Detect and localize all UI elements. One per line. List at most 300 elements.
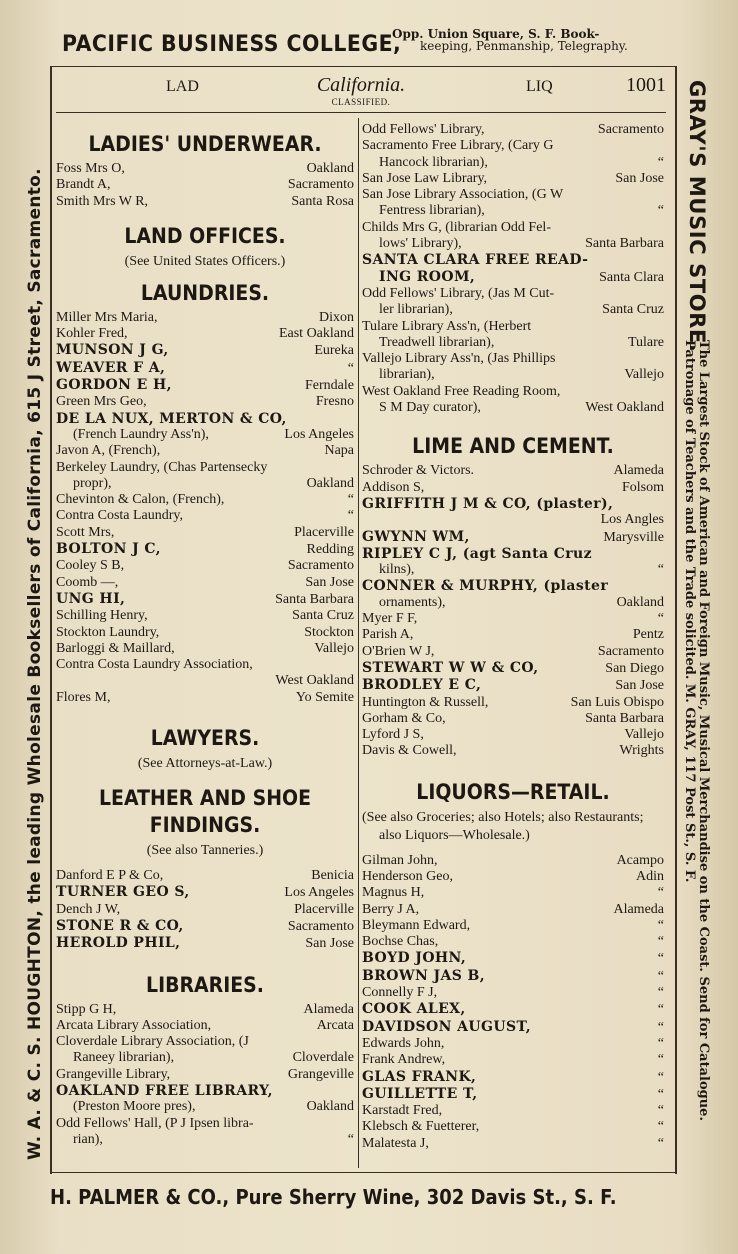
- listing-name: COOK ALEX,: [362, 1001, 466, 1018]
- listing-row: [362, 351, 664, 367]
- listing-row: [362, 286, 664, 302]
- top-ad-line1: Opp. Union Square, S. F. Book-: [392, 27, 600, 41]
- listing-name: Schroder & Victors.: [362, 463, 475, 479]
- listing-row: [362, 302, 664, 318]
- listing-name: Karstadt Fred,: [362, 1103, 443, 1119]
- top-advertisement: [62, 24, 682, 64]
- page-header: [56, 74, 666, 110]
- listing-name: ler librarian),: [379, 302, 453, 318]
- listing-name: Javon A, (French),: [56, 443, 161, 459]
- listing-place: Napa: [324, 443, 354, 459]
- listing-place: Sacramento: [597, 122, 664, 137]
- listing-place: Pentz: [632, 627, 664, 643]
- listing-row: [362, 595, 664, 611]
- listing-place: Vallejo: [624, 367, 664, 383]
- listing-group: [362, 463, 664, 759]
- listing-row: [56, 608, 354, 624]
- right-column: [362, 122, 664, 1152]
- listing-row: [56, 326, 354, 342]
- listing-place: San Jose: [615, 678, 664, 694]
- listing-row: [362, 578, 664, 594]
- listing-row: [56, 492, 354, 508]
- listing-row: [56, 1050, 354, 1066]
- left-border-line: [50, 66, 52, 1174]
- header-title: California.: [316, 74, 406, 96]
- listing-name: Berry J A,: [362, 901, 420, 917]
- listing-row: [362, 155, 664, 171]
- listing-place: “: [657, 1119, 664, 1135]
- listing-group: [362, 122, 664, 416]
- listing-name: Scott Mrs,: [56, 524, 115, 540]
- listing-name: Vallejo Library Ass'n, (Jas Phillips: [362, 351, 556, 367]
- listing-row: [56, 476, 354, 492]
- listing-row: [56, 902, 354, 918]
- listing-row: [362, 644, 664, 660]
- listing-row: [362, 463, 664, 479]
- listing-name: Grangeville Library,: [56, 1066, 171, 1082]
- listing-place: Los Angles: [600, 512, 664, 528]
- left-column: [56, 122, 354, 1148]
- listing-row: [362, 611, 664, 627]
- listing-row: [56, 657, 354, 673]
- right-side-ad-title: GRAY'S MUSIC STORE.: [685, 80, 709, 353]
- listing-row: [362, 496, 664, 512]
- listing-row: [362, 968, 664, 985]
- listing-place: Oakland: [306, 161, 354, 176]
- listing-row: [56, 918, 354, 935]
- listing-row: [56, 460, 354, 476]
- listing-row: [56, 935, 354, 952]
- listing-row: [362, 269, 664, 286]
- listing-row: [362, 853, 664, 869]
- listing-group: [56, 161, 354, 210]
- listing-name: Dench J W,: [56, 901, 121, 917]
- listing-row: [362, 529, 664, 546]
- section-heading: LAWYERS.: [150, 726, 260, 751]
- listing-place: “: [657, 1103, 664, 1119]
- listing-name: Fentress librarian),: [379, 203, 485, 219]
- listing-name: Lyford J S,: [362, 727, 424, 743]
- listing-name: Stockton Laundry,: [56, 624, 160, 640]
- listing-name: Myer F F,: [362, 611, 418, 627]
- top-ad-main: PACIFIC BUSINESS COLLEGE,: [62, 31, 402, 57]
- listing-place: “: [657, 934, 664, 950]
- listing-name: Magnus H,: [362, 885, 425, 901]
- listing-place: Oakland: [616, 594, 664, 610]
- listing-row: [362, 1119, 664, 1135]
- listing-name: Raneey librarian),: [73, 1050, 175, 1066]
- top-ad-detail: [392, 28, 628, 52]
- listing-name: Bleymann Edward,: [362, 917, 471, 933]
- right-border-line: [675, 66, 677, 1174]
- listing-row: [56, 673, 354, 689]
- listing-row: [56, 525, 354, 541]
- listing-name: propr),: [73, 475, 112, 491]
- listing-group: [362, 853, 664, 1152]
- listing-row: [362, 138, 664, 154]
- listing-name: BOYD JOHN,: [362, 950, 467, 967]
- listing-place: Marysville: [603, 529, 664, 545]
- listing-name: Barloggi & Maillard,: [56, 640, 175, 656]
- listing-name: Gorham & Co,: [362, 710, 446, 726]
- listing-place: Fresno: [315, 394, 354, 410]
- listing-row: [362, 743, 664, 759]
- listing-place: Los Angeles: [284, 885, 354, 901]
- listing-row: [362, 1086, 664, 1103]
- listing-row: [56, 342, 354, 359]
- listing-place: Stockton: [304, 624, 354, 640]
- listing-name: Foss Mrs O,: [56, 161, 125, 176]
- listing-name: kilns),: [379, 562, 415, 578]
- listing-row: [362, 546, 664, 562]
- section-note: (See also Tanneries.): [146, 843, 264, 859]
- listing-row: [362, 1052, 664, 1068]
- listing-place: Santa Barbara: [585, 710, 664, 726]
- listing-row: [362, 187, 664, 203]
- listing-row: [362, 236, 664, 252]
- listing-place: Santa Barbara: [585, 236, 664, 252]
- listing-place: Cloverdale: [292, 1050, 354, 1066]
- listing-name: Hancock librarian),: [379, 154, 488, 170]
- listing-name: SANTA CLARA FREE READ-: [362, 252, 589, 269]
- listing-name: Davis & Cowell,: [362, 743, 457, 759]
- listing-row: [56, 690, 354, 706]
- left-side-advertisement: W. A. & C. S. HOUGHTON, the leading Wholesale Booksellers of California, 615 J Street, Sacramento.: [25, 168, 45, 1160]
- listing-name: DAVIDSON AUGUST,: [362, 1018, 532, 1035]
- listing-row: [362, 677, 664, 694]
- listing-place: San Luis Obispo: [570, 694, 664, 710]
- column-divider: [358, 118, 359, 1168]
- section-heading: LAND OFFICES.: [124, 223, 286, 248]
- listing-row: [362, 711, 664, 727]
- listing-place: Tulare: [627, 334, 664, 350]
- listing-name: Cooley S B,: [56, 558, 125, 574]
- listing-place: Santa Clara: [599, 269, 664, 285]
- listing-row: [362, 480, 664, 496]
- listing-row: [362, 869, 664, 885]
- listing-place: East Oakland: [278, 326, 354, 342]
- listing-place: “: [657, 917, 664, 933]
- listing-place: Folsom: [621, 479, 664, 495]
- listing-name: Chevinton & Calon, (French),: [56, 492, 225, 508]
- listing-place: Sacramento: [597, 643, 664, 659]
- listing-name: RIPLEY C J, (agt Santa Cruz: [362, 545, 592, 562]
- listing-place: Placerville: [294, 524, 354, 540]
- listing-row: [362, 171, 664, 187]
- section-heading: LIQUORS—RETAIL.: [416, 779, 610, 804]
- listing-row: [362, 367, 664, 383]
- listing-name: GUILLETTE T,: [362, 1085, 478, 1102]
- listing-place: Alameda: [613, 463, 664, 479]
- listing-row: [56, 443, 354, 459]
- listing-row: [56, 1034, 354, 1050]
- listing-name: Schilling Henry,: [56, 608, 148, 624]
- listing-name: Odd Fellows' Library,: [362, 122, 485, 137]
- listing-row: [362, 1036, 664, 1052]
- listing-name: UNG HI,: [56, 590, 126, 607]
- listing-row: [362, 918, 664, 934]
- listing-name: San Jose Library Association, (G W: [362, 187, 564, 203]
- listing-name: S M Day curator),: [379, 400, 481, 416]
- listing-name: Odd Fellows' Library, (Jas M Cut-: [362, 285, 555, 301]
- listing-row: [56, 194, 354, 210]
- listing-name: WEAVER F A,: [56, 359, 166, 376]
- listing-row: [362, 252, 664, 268]
- listing-name: STONE R & CO,: [56, 917, 184, 934]
- listing-place: “: [657, 562, 664, 578]
- section-heading: LADIES' UNDERWEAR.: [88, 132, 322, 156]
- listing-name: Addison S,: [362, 479, 425, 495]
- listing-name: GWYNN WM,: [362, 528, 470, 545]
- listing-row: [56, 1099, 354, 1115]
- listing-row: [362, 695, 664, 711]
- listing-row: [362, 203, 664, 219]
- listing-name: Connelly F J,: [362, 985, 438, 1001]
- listing-name: GORDON E H,: [56, 377, 172, 394]
- listing-row: [362, 902, 664, 918]
- listing-place: San Jose: [305, 574, 354, 590]
- listing-name: ornaments),: [379, 594, 446, 610]
- listing-row: [56, 1018, 354, 1034]
- listing-name: CONNER & MURPHY, (plaster: [362, 578, 609, 595]
- listing-row: [56, 868, 354, 884]
- listing-row: [56, 1002, 354, 1018]
- listing-row: [362, 400, 664, 416]
- listing-row: [56, 1116, 354, 1132]
- listing-place: “: [657, 1086, 664, 1102]
- listing-name: Arcata Library Association,: [56, 1017, 212, 1033]
- listing-name: BRODLEY E C,: [362, 677, 482, 694]
- header-subtitle: CLASSIFIED.: [331, 97, 391, 107]
- listing-name: Sacramento Free Library, (Cary G: [362, 138, 554, 154]
- listing-row: [362, 1103, 664, 1119]
- listing-row: [56, 625, 354, 641]
- listing-name: BOLTON J C,: [56, 541, 161, 558]
- header-rule: [56, 112, 666, 113]
- listing-name: TURNER GEO S,: [56, 884, 190, 901]
- listing-row: [362, 220, 664, 236]
- listing-row: [362, 562, 664, 578]
- listing-name: Green Mrs Geo,: [56, 394, 147, 410]
- listing-row: [362, 985, 664, 1001]
- section-note: (See United States Officers.): [124, 253, 286, 269]
- listing-name: Parish A,: [362, 627, 414, 643]
- listing-place: “: [657, 1002, 664, 1018]
- listing-row: [362, 122, 664, 138]
- listing-place: “: [657, 1035, 664, 1051]
- listing-name: Contra Costa Laundry,: [56, 508, 184, 524]
- listing-place: “: [657, 1135, 664, 1151]
- listing-place: “: [657, 985, 664, 1001]
- listing-name: Brandt A,: [56, 177, 111, 193]
- listing-name: Miller Mrs Maria,: [56, 309, 158, 325]
- listing-name: Flores M,: [56, 689, 111, 705]
- listing-name: (French Laundry Ass'n),: [73, 426, 209, 442]
- listing-place: Yo Semite: [295, 689, 354, 705]
- listing-name: DE LA NUX, MERTON & CO,: [56, 410, 287, 427]
- listing-place: Acampo: [616, 852, 664, 868]
- listing-row: [362, 335, 664, 351]
- listing-row: [56, 575, 354, 591]
- listing-place: “: [657, 885, 664, 901]
- listing-row: [56, 1067, 354, 1083]
- listing-row: [362, 1069, 664, 1086]
- listing-place: San Diego: [605, 660, 664, 676]
- listing-row: [362, 627, 664, 643]
- listing-row: [56, 884, 354, 901]
- listing-row: [362, 934, 664, 950]
- top-rule: [50, 66, 677, 67]
- listing-place: Vallejo: [314, 640, 354, 656]
- listing-row: [362, 512, 664, 528]
- listing-place: “: [657, 154, 664, 170]
- header-left-guide: LAD: [166, 78, 199, 95]
- listing-name: Gilman John,: [362, 852, 438, 868]
- listing-row: [362, 1136, 664, 1152]
- listing-place: “: [657, 968, 664, 984]
- listing-place: Santa Cruz: [292, 608, 354, 624]
- section-note: (See also Groceries; also Hotels; also Restaurants; also Liquors—Wholesale.): [362, 809, 644, 843]
- listing-row: [56, 310, 354, 326]
- listing-name: Danford E P & Co,: [56, 868, 164, 884]
- header-right-guide: LIQ: [526, 78, 553, 95]
- listing-row: [56, 1132, 354, 1148]
- listing-name: Edwards John,: [362, 1035, 445, 1051]
- listing-place: Santa Barbara: [275, 591, 354, 607]
- listing-place: Eureka: [314, 343, 354, 359]
- listing-name: HEROLD PHIL,: [56, 935, 181, 952]
- listing-place: Dixon: [319, 309, 354, 325]
- listing-group: [56, 868, 354, 952]
- listing-name: Kohler Fred,: [56, 326, 128, 342]
- listing-name: Malatesta J,: [362, 1135, 429, 1151]
- listing-place: “: [657, 951, 664, 967]
- listing-name: Berkeley Laundry, (Chas Partensecky: [56, 459, 268, 475]
- listing-name: Stipp G H,: [56, 1001, 117, 1017]
- listing-group: [56, 310, 354, 706]
- listing-row: [56, 177, 354, 193]
- listing-name: Frank Andrew,: [362, 1052, 446, 1068]
- listing-name: librarian),: [379, 367, 435, 383]
- listing-row: [56, 1083, 354, 1099]
- listing-row: [56, 411, 354, 427]
- listing-place: Ferndale: [305, 378, 354, 394]
- listing-place: Sacramento: [287, 558, 354, 574]
- section-heading: LEATHER AND SHOE FINDINGS.: [98, 786, 311, 838]
- listing-place: Benicia: [311, 868, 354, 884]
- listing-name: Odd Fellows' Hall, (P J Ipsen libra-: [56, 1115, 254, 1131]
- listing-place: San Jose: [305, 936, 354, 952]
- listing-place: “: [347, 492, 354, 508]
- listing-place: “: [657, 203, 664, 219]
- listing-name: OAKLAND FREE LIBRARY,: [56, 1082, 273, 1099]
- listing-name: GLAS FRANK,: [362, 1068, 477, 1085]
- listing-place: Santa Rosa: [291, 193, 354, 209]
- listing-row: [56, 360, 354, 377]
- listing-row: [362, 384, 664, 400]
- listing-row: [56, 541, 354, 558]
- listing-place: Wrights: [619, 743, 664, 759]
- listing-row: [362, 885, 664, 901]
- listing-name: GRIFFITH J M & CO, (plaster),: [362, 495, 614, 512]
- listing-row: [56, 394, 354, 410]
- right-side-ad-body: The Largest Stock of American and Foreign Music, Musical Merchandise on the Coast. Send for Catalogue. Patronage of Teachers and the Trade solicited. M. GRAY, 117 Post St., S. F.: [682, 340, 711, 1121]
- listing-row: [56, 377, 354, 394]
- listing-row: [362, 1001, 664, 1018]
- listing-place: West Oakland: [585, 400, 664, 416]
- listing-row: [56, 591, 354, 608]
- listing-place: “: [347, 1131, 354, 1147]
- section-heading: LIBRARIES.: [146, 972, 264, 997]
- listing-row: [56, 558, 354, 574]
- section-note: (See Attorneys-at-Law.): [137, 756, 273, 772]
- listing-name: Tulare Library Ass'n, (Herbert: [362, 318, 532, 334]
- listing-place: Oakland: [306, 475, 354, 491]
- listing-name: rian),: [73, 1131, 103, 1147]
- listing-place: Alameda: [613, 901, 664, 917]
- listing-row: [56, 641, 354, 657]
- listing-place: Placerville: [294, 901, 354, 917]
- listing-row: [56, 161, 354, 177]
- listing-place: “: [657, 1052, 664, 1068]
- listing-place: Grangeville: [287, 1066, 354, 1082]
- listing-name: San Jose Law Library,: [362, 170, 488, 186]
- listing-name: Klebsch & Fuetterer,: [362, 1119, 480, 1135]
- listing-place: Los Angeles: [284, 426, 354, 442]
- bottom-advertisement: H. PALMER & CO., Pure Sherry Wine, 302 Davis St., S. F.: [50, 1185, 617, 1209]
- listing-place: Sacramento: [287, 177, 354, 193]
- listing-name: Huntington & Russell,: [362, 694, 489, 710]
- listing-row: [362, 727, 664, 743]
- listing-name: STEWART W W & CO,: [362, 659, 539, 676]
- listing-name: ING ROOM,: [379, 268, 476, 285]
- listing-place: Santa Cruz: [602, 302, 664, 318]
- listing-name: Childs Mrs G, (librarian Odd Fel-: [362, 219, 551, 235]
- listing-place: “: [347, 508, 354, 524]
- listing-row: [56, 427, 354, 443]
- listing-name: Cloverdale Library Association, (J: [56, 1034, 249, 1050]
- listing-place: Oakland: [306, 1099, 354, 1115]
- listing-name: BROWN JAS B,: [362, 967, 486, 984]
- listing-name: (Preston Moore pres),: [73, 1099, 196, 1115]
- listing-place: Arcata: [316, 1017, 354, 1033]
- listing-row: [362, 319, 664, 335]
- listing-group: [56, 1002, 354, 1149]
- listing-place: Alameda: [303, 1001, 354, 1017]
- listing-name: Contra Costa Laundry Association,: [56, 657, 253, 673]
- listing-place: “: [657, 611, 664, 627]
- listing-name: Henderson Geo,: [362, 868, 453, 884]
- section-heading: LIME AND CEMENT.: [412, 434, 614, 459]
- listing-row: [56, 508, 354, 524]
- listing-place: “: [657, 1069, 664, 1085]
- listing-name: MUNSON J G,: [56, 342, 169, 359]
- listing-place: West Oakland: [275, 673, 354, 689]
- listing-place: San Jose: [615, 170, 664, 186]
- listing-row: [362, 950, 664, 967]
- bottom-rule: [50, 1172, 677, 1173]
- listing-name: lows' Library),: [379, 236, 462, 252]
- listing-place: Adin: [636, 868, 664, 884]
- listing-place: “: [347, 360, 354, 376]
- listing-place: Vallejo: [624, 727, 664, 743]
- listing-place: “: [657, 1019, 664, 1035]
- listing-name: Bochse Chas,: [362, 934, 439, 950]
- listing-name: O'Brien W J,: [362, 643, 435, 659]
- listing-place: Sacramento: [287, 918, 354, 934]
- top-ad-line2: keeping, Penmanship, Telegraphy.: [420, 39, 628, 53]
- listing-name: Treadwell librarian),: [379, 334, 495, 350]
